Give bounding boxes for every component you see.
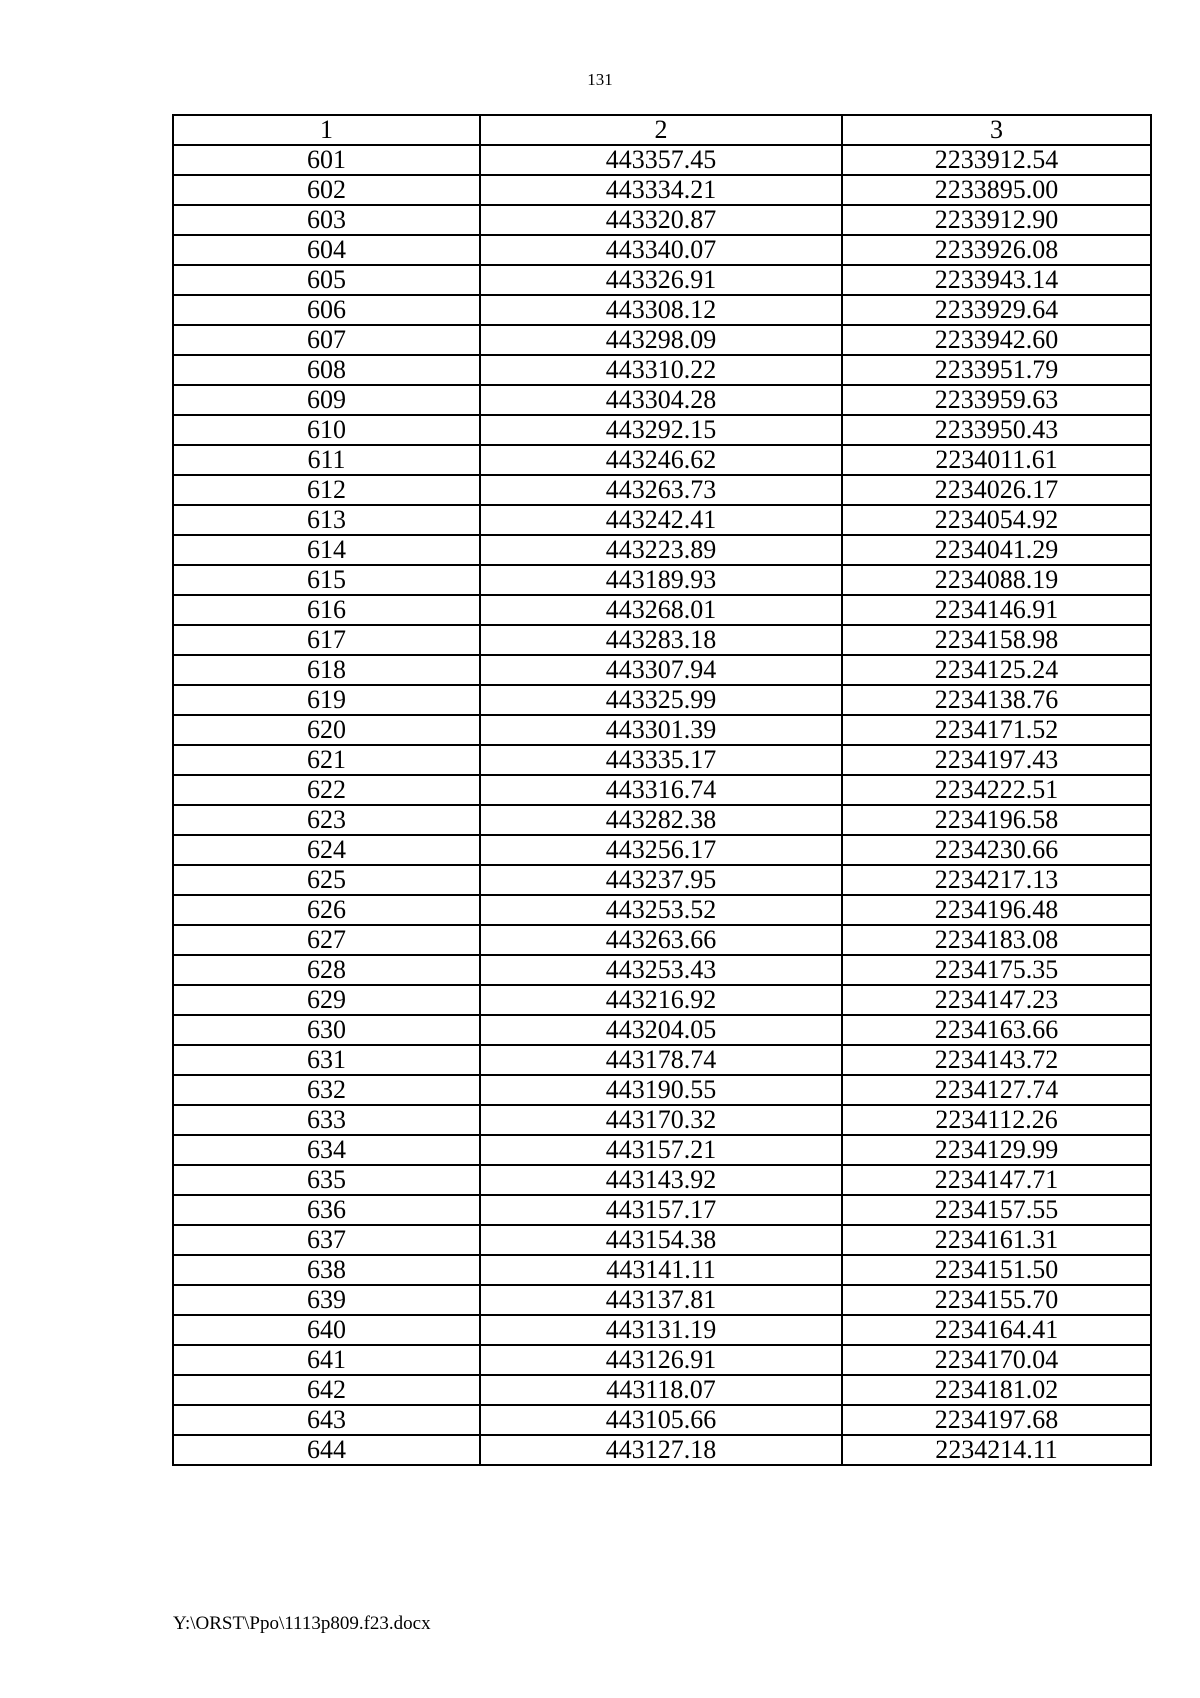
point-number-cell: 605 xyxy=(173,265,480,295)
table-row xyxy=(173,985,1151,1015)
y-coordinate-cell: 2234138.76 xyxy=(842,685,1151,715)
table-row xyxy=(173,325,1151,355)
point-number-cell: 642 xyxy=(173,1375,480,1405)
y-coordinate-cell: 2234163.66 xyxy=(842,1015,1151,1045)
point-number-cell: 623 xyxy=(173,805,480,835)
table-row xyxy=(173,475,1151,505)
point-number-cell: 634 xyxy=(173,1135,480,1165)
y-coordinate-cell: 2234161.31 xyxy=(842,1225,1151,1255)
table-row xyxy=(173,1195,1151,1225)
x-coordinate-cell: 443154.38 xyxy=(480,1225,842,1255)
table-row xyxy=(173,1225,1151,1255)
point-number-cell: 610 xyxy=(173,415,480,445)
page-number: 131 xyxy=(587,70,613,89)
x-coordinate-cell: 443253.52 xyxy=(480,895,842,925)
table-row xyxy=(173,1315,1151,1345)
x-coordinate-cell: 443118.07 xyxy=(480,1375,842,1405)
table-row xyxy=(173,1255,1151,1285)
point-number-cell: 608 xyxy=(173,355,480,385)
y-coordinate-cell: 2234171.52 xyxy=(842,715,1151,745)
x-coordinate-cell: 443170.32 xyxy=(480,1105,842,1135)
y-coordinate-cell: 2234196.48 xyxy=(842,895,1151,925)
point-number-cell: 603 xyxy=(173,205,480,235)
y-coordinate-cell: 2234197.68 xyxy=(842,1405,1151,1435)
y-coordinate-cell: 2234196.58 xyxy=(842,805,1151,835)
x-coordinate-cell: 443137.81 xyxy=(480,1285,842,1315)
table-row xyxy=(173,865,1151,895)
point-number-cell: 614 xyxy=(173,535,480,565)
y-coordinate-cell: 2233959.63 xyxy=(842,385,1151,415)
y-coordinate-cell: 2234143.72 xyxy=(842,1045,1151,1075)
y-coordinate-cell: 2233929.64 xyxy=(842,295,1151,325)
table-row xyxy=(173,775,1151,805)
y-coordinate-cell: 2234181.02 xyxy=(842,1375,1151,1405)
x-coordinate-cell: 443263.73 xyxy=(480,475,842,505)
y-coordinate-cell: 2234183.08 xyxy=(842,925,1151,955)
point-number-cell: 601 xyxy=(173,145,480,175)
x-coordinate-cell: 443316.74 xyxy=(480,775,842,805)
x-coordinate-cell: 443335.17 xyxy=(480,745,842,775)
y-coordinate-cell: 2234054.92 xyxy=(842,505,1151,535)
y-coordinate-cell: 2234175.35 xyxy=(842,955,1151,985)
x-coordinate-cell: 443256.17 xyxy=(480,835,842,865)
y-coordinate-cell: 2234041.29 xyxy=(842,535,1151,565)
table-row xyxy=(173,235,1151,265)
y-coordinate-cell: 2233950.43 xyxy=(842,415,1151,445)
x-coordinate-cell: 443157.21 xyxy=(480,1135,842,1165)
point-number-cell: 613 xyxy=(173,505,480,535)
x-coordinate-cell: 443340.07 xyxy=(480,235,842,265)
point-number-cell: 615 xyxy=(173,565,480,595)
table-row xyxy=(173,1435,1151,1465)
table-row xyxy=(173,805,1151,835)
y-coordinate-cell: 2233942.60 xyxy=(842,325,1151,355)
y-coordinate-cell: 2234214.11 xyxy=(842,1435,1151,1465)
table-row xyxy=(173,685,1151,715)
y-coordinate-cell: 2233895.00 xyxy=(842,175,1151,205)
table-row xyxy=(173,1405,1151,1435)
x-coordinate-cell: 443301.39 xyxy=(480,715,842,745)
table-row xyxy=(173,835,1151,865)
point-number-cell: 607 xyxy=(173,325,480,355)
point-number-cell: 621 xyxy=(173,745,480,775)
y-coordinate-cell: 2234197.43 xyxy=(842,745,1151,775)
table-row xyxy=(173,655,1151,685)
point-number-cell: 602 xyxy=(173,175,480,205)
x-coordinate-cell: 443263.66 xyxy=(480,925,842,955)
point-number-cell: 635 xyxy=(173,1165,480,1195)
table-row xyxy=(173,595,1151,625)
point-number-cell: 640 xyxy=(173,1315,480,1345)
table-row xyxy=(173,925,1151,955)
table-row xyxy=(173,175,1151,205)
table-row xyxy=(173,1375,1151,1405)
point-number-cell: 604 xyxy=(173,235,480,265)
x-coordinate-cell: 443131.19 xyxy=(480,1315,842,1345)
footer-file-path: Y:\ORST\Ppo\1113p809.f23.docx xyxy=(173,1613,431,1634)
y-coordinate-cell: 2234155.70 xyxy=(842,1285,1151,1315)
point-number-cell: 617 xyxy=(173,625,480,655)
y-coordinate-cell: 2233912.54 xyxy=(842,145,1151,175)
y-coordinate-cell: 2233951.79 xyxy=(842,355,1151,385)
point-number-cell: 606 xyxy=(173,295,480,325)
y-coordinate-cell: 2234088.19 xyxy=(842,565,1151,595)
x-coordinate-cell: 443157.17 xyxy=(480,1195,842,1225)
point-number-cell: 628 xyxy=(173,955,480,985)
x-coordinate-cell: 443126.91 xyxy=(480,1345,842,1375)
point-number-cell: 629 xyxy=(173,985,480,1015)
column-header-2: 2 xyxy=(480,115,842,145)
table-row xyxy=(173,145,1151,175)
y-coordinate-cell: 2234230.66 xyxy=(842,835,1151,865)
point-number-cell: 611 xyxy=(173,445,480,475)
table-row xyxy=(173,415,1151,445)
point-number-cell: 609 xyxy=(173,385,480,415)
y-coordinate-cell: 2234151.50 xyxy=(842,1255,1151,1285)
table-row xyxy=(173,385,1151,415)
y-coordinate-cell: 2234147.71 xyxy=(842,1165,1151,1195)
point-number-cell: 626 xyxy=(173,895,480,925)
y-coordinate-cell: 2234147.23 xyxy=(842,985,1151,1015)
table-row xyxy=(173,1285,1151,1315)
x-coordinate-cell: 443325.99 xyxy=(480,685,842,715)
point-number-cell: 619 xyxy=(173,685,480,715)
point-number-cell: 624 xyxy=(173,835,480,865)
table-row xyxy=(173,1345,1151,1375)
x-coordinate-cell: 443304.28 xyxy=(480,385,842,415)
x-coordinate-cell: 443292.15 xyxy=(480,415,842,445)
x-coordinate-cell: 443310.22 xyxy=(480,355,842,385)
y-coordinate-cell: 2234217.13 xyxy=(842,865,1151,895)
y-coordinate-cell: 2234158.98 xyxy=(842,625,1151,655)
point-number-cell: 620 xyxy=(173,715,480,745)
point-number-cell: 632 xyxy=(173,1075,480,1105)
table-row xyxy=(173,1165,1151,1195)
table-row xyxy=(173,265,1151,295)
x-coordinate-cell: 443268.01 xyxy=(480,595,842,625)
table-row xyxy=(173,535,1151,565)
x-coordinate-cell: 443326.91 xyxy=(480,265,842,295)
y-coordinate-cell: 2234146.91 xyxy=(842,595,1151,625)
x-coordinate-cell: 443105.66 xyxy=(480,1405,842,1435)
table-row xyxy=(173,505,1151,535)
y-coordinate-cell: 2234170.04 xyxy=(842,1345,1151,1375)
x-coordinate-cell: 443143.92 xyxy=(480,1165,842,1195)
table-row xyxy=(173,955,1151,985)
point-number-cell: 627 xyxy=(173,925,480,955)
y-coordinate-cell: 2234129.99 xyxy=(842,1135,1151,1165)
table-row xyxy=(173,565,1151,595)
x-coordinate-cell: 443283.18 xyxy=(480,625,842,655)
column-header-1: 1 xyxy=(173,115,480,145)
x-coordinate-cell: 443127.18 xyxy=(480,1435,842,1465)
y-coordinate-cell: 2233943.14 xyxy=(842,265,1151,295)
point-number-cell: 637 xyxy=(173,1225,480,1255)
y-coordinate-cell: 2234125.24 xyxy=(842,655,1151,685)
x-coordinate-cell: 443216.92 xyxy=(480,985,842,1015)
point-number-cell: 633 xyxy=(173,1105,480,1135)
table-row xyxy=(173,745,1151,775)
point-number-cell: 618 xyxy=(173,655,480,685)
point-number-cell: 625 xyxy=(173,865,480,895)
table-row xyxy=(173,1015,1151,1045)
x-coordinate-cell: 443282.38 xyxy=(480,805,842,835)
x-coordinate-cell: 443189.93 xyxy=(480,565,842,595)
y-coordinate-cell: 2234157.55 xyxy=(842,1195,1151,1225)
x-coordinate-cell: 443242.41 xyxy=(480,505,842,535)
table-body xyxy=(173,115,1151,1465)
y-coordinate-cell: 2234127.74 xyxy=(842,1075,1151,1105)
point-number-cell: 643 xyxy=(173,1405,480,1435)
coordinates-table xyxy=(172,114,1152,1466)
x-coordinate-cell: 443298.09 xyxy=(480,325,842,355)
table-row xyxy=(173,295,1151,325)
point-number-cell: 641 xyxy=(173,1345,480,1375)
table-row xyxy=(173,1045,1151,1075)
point-number-cell: 612 xyxy=(173,475,480,505)
table-row xyxy=(173,895,1151,925)
y-coordinate-cell: 2234026.17 xyxy=(842,475,1151,505)
table-row xyxy=(173,715,1151,745)
x-coordinate-cell: 443246.62 xyxy=(480,445,842,475)
y-coordinate-cell: 2234222.51 xyxy=(842,775,1151,805)
table-row xyxy=(173,1105,1151,1135)
y-coordinate-cell: 2233926.08 xyxy=(842,235,1151,265)
table-row xyxy=(173,205,1151,235)
x-coordinate-cell: 443178.74 xyxy=(480,1045,842,1075)
x-coordinate-cell: 443334.21 xyxy=(480,175,842,205)
table-row xyxy=(173,445,1151,475)
x-coordinate-cell: 443307.94 xyxy=(480,655,842,685)
x-coordinate-cell: 443190.55 xyxy=(480,1075,842,1105)
x-coordinate-cell: 443141.11 xyxy=(480,1255,842,1285)
x-coordinate-cell: 443253.43 xyxy=(480,955,842,985)
x-coordinate-cell: 443204.05 xyxy=(480,1015,842,1045)
y-coordinate-cell: 2234164.41 xyxy=(842,1315,1151,1345)
table-row xyxy=(173,1135,1151,1165)
table-row xyxy=(173,1075,1151,1105)
table-row xyxy=(173,355,1151,385)
point-number-cell: 636 xyxy=(173,1195,480,1225)
table-row xyxy=(173,625,1151,655)
point-number-cell: 616 xyxy=(173,595,480,625)
point-number-cell: 638 xyxy=(173,1255,480,1285)
table-header-row xyxy=(173,115,1151,145)
x-coordinate-cell: 443320.87 xyxy=(480,205,842,235)
x-coordinate-cell: 443308.12 xyxy=(480,295,842,325)
y-coordinate-cell: 2234011.61 xyxy=(842,445,1151,475)
point-number-cell: 631 xyxy=(173,1045,480,1075)
x-coordinate-cell: 443357.45 xyxy=(480,145,842,175)
point-number-cell: 622 xyxy=(173,775,480,805)
y-coordinate-cell: 2233912.90 xyxy=(842,205,1151,235)
x-coordinate-cell: 443237.95 xyxy=(480,865,842,895)
point-number-cell: 630 xyxy=(173,1015,480,1045)
x-coordinate-cell: 443223.89 xyxy=(480,535,842,565)
y-coordinate-cell: 2234112.26 xyxy=(842,1105,1151,1135)
point-number-cell: 639 xyxy=(173,1285,480,1315)
column-header-3: 3 xyxy=(842,115,1151,145)
point-number-cell: 644 xyxy=(173,1435,480,1465)
